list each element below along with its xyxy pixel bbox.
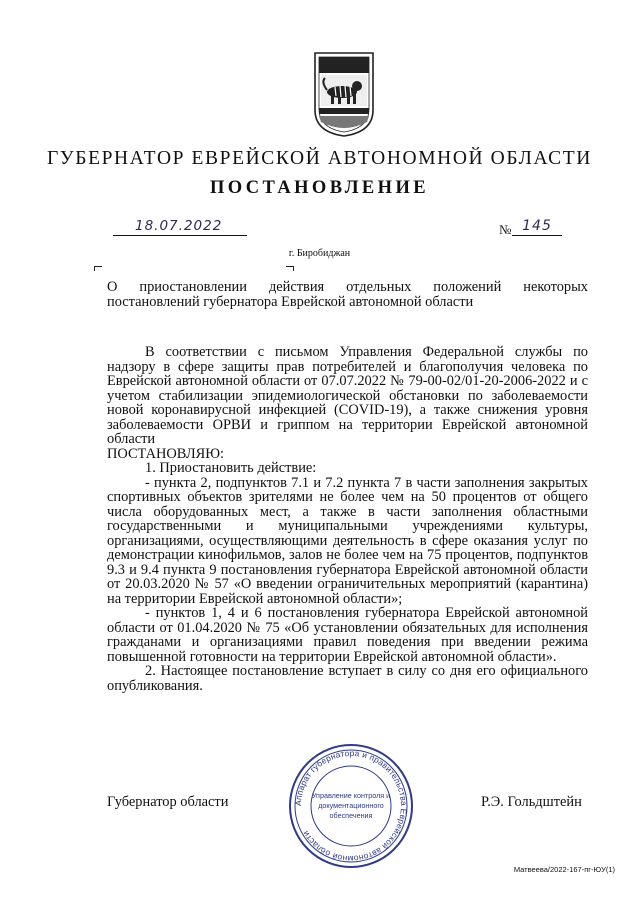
document-reference: Матвеева/2022-167-пг-ЮУ(1) xyxy=(513,865,615,874)
document-type: ПОСТАНОВЛЕНИЕ xyxy=(209,178,429,198)
stamp-inner-line-2: документационного xyxy=(318,801,384,810)
signature-title: Губернатор области xyxy=(107,794,229,810)
signature-name: Р.Э. Гольдштейн xyxy=(481,794,582,810)
city-label: г. Биробиджан xyxy=(288,248,351,259)
number-label: № xyxy=(499,222,512,237)
stamp-inner-line-1: Управление контроля и xyxy=(311,791,391,800)
resolve-heading: ПОСТАНОВЛЯЮ: xyxy=(107,445,225,462)
document-subject: О приостановлении действия отдельных положений некоторых постановлений губернатора Еврейской автономной области xyxy=(107,279,588,310)
stamp-inner-line-3: обеспечения xyxy=(329,811,373,820)
corner-mark-left xyxy=(94,266,102,271)
item-1: 1. Приостановить действие: xyxy=(145,460,317,476)
preamble-paragraph: В соответствии с письмом Управления Федеральной службы по надзору в сфере защиты прав потребителей и благополучия человека по Еврейской автономной области от 07.07.2022 № 79-00-02/01-20-2006-2022 и с учетом стабилизации эпидемиологической обстановки по заболеваемости новой коронавирусной инфекцией (COVID-19), а также снижения уровня заболеваемости ОРВИ и гриппом на территории Еврейской автономной области xyxy=(107,344,588,447)
coat-of-arms-icon xyxy=(309,48,379,138)
corner-mark-right xyxy=(286,266,294,271)
stamp-outer-text: Аппарат губернатора и правительства Еврейской автономной области xyxy=(292,747,410,865)
date-field: 18.07.2022 xyxy=(113,218,247,236)
official-stamp xyxy=(287,742,415,870)
document-body xyxy=(107,345,588,693)
item-2: 2. Настоящее постановление вступает в силу со дня его официального опубликования. xyxy=(107,663,588,694)
authority-title: ГУБЕРНАТОР ЕВРЕЙСКОЙ АВТОНОМНОЙ ОБЛАСТИ xyxy=(47,148,592,169)
number-field: 145 xyxy=(512,218,562,236)
item-1-a: - пункта 2, подпунктов 7.1 и 7.2 пункта 7 в части заполнения закрытых спортивных объектов зрителями не более чем на 50 процентов от общего числа оборудованных мест, а также в части заполнения областными государственными и муниципальными учреждениями культуры, организациями, осуществляющими деятельность в сфере оказания услуг по демонстрации кинофильмов, залов не более чем на 75 процентов, подпунктов 9.3 и 9.4 пункта 9 постановления губернатора Еврейской автономной области от 20.03.2020 № 57 «О введении ограничительных мероприятий (карантина) на территории Еврейской автономной области»; xyxy=(107,474,588,607)
item-1-b: - пунктов 1, 4 и 6 постановления губернатора Еврейской автономной области от 01.04.2020 № 75 «Об установлении обязательных для исполнения гражданами и организациями правил поведения при введении режима повышенной готовности на территории Еврейской автономной области». xyxy=(107,605,588,665)
